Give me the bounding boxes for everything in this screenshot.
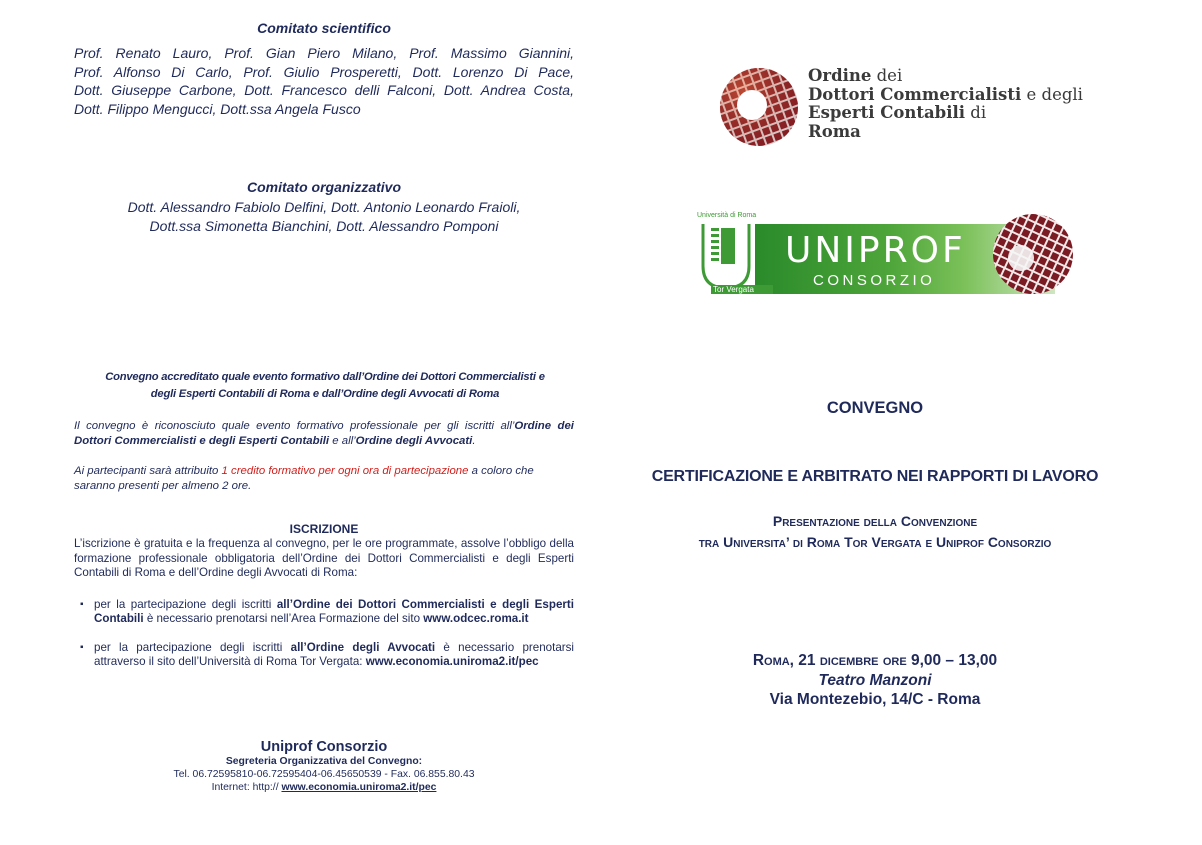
- odcec-line: [808, 123, 1108, 142]
- tor-vergata-u-icon: [699, 222, 753, 292]
- presentazione-line: tra Universita’ di Roma Tor Vergata e Uniprof Consorzio: [698, 534, 1052, 550]
- uniprof-name: UNIPROF: [785, 230, 966, 271]
- odcec-line: [808, 67, 1108, 86]
- tor-vergata-top-text: Università di Roma: [697, 212, 757, 219]
- comitato-organizzativo-title: Comitato organizzativo: [246, 179, 401, 195]
- odcec-line: [808, 86, 1108, 105]
- uniprof-logo: [697, 212, 1077, 296]
- comitato-scientifico-line: Dott. Giuseppe Carbone, Dott. Francesco delli Falconi, Dott. Andrea Costa,: [74, 82, 574, 98]
- uniprof-globe-icon: [991, 212, 1075, 296]
- footer-org: Uniprof Consorzio: [260, 739, 388, 755]
- riconoscimento-text: Il convegno è riconosciuto quale evento formativo professionale per gli iscritti all’: [74, 420, 515, 432]
- bullet-bold: all’Ordine dei Dottori Commercialisti e degli Esperti Contabili: [94, 598, 574, 626]
- comitato-scientifico-title: Comitato scientifico: [257, 20, 391, 36]
- bullet-bold: all’Ordine degli Avvocati: [290, 640, 436, 654]
- footer-internet-link[interactable]: www.economia.uniroma2.it/pec: [281, 782, 437, 793]
- footer-tel: Tel. 06.72595810-06.72595404-06.45650539 - Fax. 06.855.80.43: [173, 769, 475, 780]
- comitato-scientifico-line: Prof. Renato Lauro, Prof. Gian Piero Milano, Prof. Massimo Giannini,: [74, 45, 574, 61]
- odcec-site-link[interactable]: www.odcec.roma.it: [423, 612, 529, 626]
- presentazione-line: Presentazione della Convenzione: [772, 513, 978, 529]
- crediti-paragraph: [74, 464, 574, 493]
- comitato-organizzativo-line: Dott.ssa Simonetta Bianchini, Dott. Alessandro Pomponi: [149, 217, 499, 234]
- iscrizione-title: ISCRIZIONE: [289, 522, 359, 536]
- crediti-text: a coloro che saranno presenti per almeno 2 ore.: [74, 465, 534, 492]
- bullet-text: per la partecipazione degli iscritti: [94, 640, 291, 654]
- iscrizione-bullet-avvocati: [74, 641, 574, 670]
- riconoscimento-text: .: [472, 434, 476, 447]
- uniroma2-site-link[interactable]: www.economia.uniroma2.it/pec: [365, 655, 539, 669]
- crediti-text: Ai partecipanti sarà attribuito: [74, 465, 222, 477]
- iscrizione-list: [74, 598, 574, 684]
- convegno-title: CERTIFICAZIONE E ARBITRATO NEI RAPPORTI DI LAVORO: [651, 468, 1099, 485]
- event-details: [620, 651, 1130, 710]
- bullet-text: per la partecipazione degli iscritti: [94, 598, 277, 611]
- comitato-scientifico-line: Prof. Alfonso Di Carlo, Prof. Giulio Prosperetti, Dott. Lorenzo Di Pace,: [74, 63, 574, 80]
- riconoscimento-paragraph: [74, 419, 574, 448]
- tor-vergata-emblem: [697, 212, 757, 296]
- bullet-text: è necessario prenotarsi nell’Area Formazione del sito: [143, 612, 424, 626]
- tor-vergata-bottom-text: Tor Vergata: [711, 285, 773, 294]
- accreditamento-line: degli Esperti Contabili di Roma e dall’Ordine degli Avvocati di Roma: [150, 388, 500, 400]
- footer-internet-label: Internet: http://: [211, 782, 279, 793]
- odcec-word: Ordine: [808, 66, 872, 85]
- convegno-label: CONVEGNO: [826, 399, 924, 417]
- event-venue: Teatro Manzoni: [818, 671, 932, 689]
- odcec-word: di: [965, 103, 987, 123]
- accreditamento-note: [60, 369, 590, 403]
- accreditamento-line: Convegno accreditato quale evento formativo dall’Ordine dei Dottori Commercialisti e: [105, 371, 545, 383]
- footer-contacts: [74, 739, 574, 794]
- odcec-word: Roma: [808, 121, 861, 141]
- comitato-organizzativo-list: [74, 198, 574, 235]
- odcec-word: Dottori Commercialisti: [808, 84, 1022, 104]
- uniprof-sub: CONSORZIO: [813, 272, 936, 289]
- riconoscimento-odcec: Ordine dei Dottori Commercialisti e degli Esperti Contabili: [74, 420, 574, 447]
- footer-internet: [74, 781, 574, 794]
- comitato-organizzativo-line: Dott. Alessandro Fabiolo Delfini, Dott. Antonio Leonardo Fraioli,: [127, 199, 521, 215]
- crediti-highlight: 1 credito formativo per ogni ora di partecipazione: [221, 465, 469, 477]
- event-date: Roma, 21 dicembre ore 9,00 – 13,00: [752, 652, 998, 669]
- event-address: Via Montezebio, 14/C - Roma: [769, 691, 981, 708]
- footer-segreteria: Segreteria Organizzativa del Convegno:: [225, 756, 423, 767]
- odcec-word: Esperti Contabili: [808, 103, 966, 123]
- odcec-line: [808, 104, 1108, 123]
- iscrizione-body: L’iscrizione è gratuita e la frequenza al convegno, per le ore programmate, assolve l’obbligo della formazione professionale obbligatoria dell’Ordine dei Dottori Commercialisti e degli Esperti Contabili di Roma e dell’Ordine degli Avvocati di Roma:: [74, 537, 574, 579]
- odcec-word: dei: [871, 66, 903, 85]
- presentazione-block: [620, 511, 1130, 553]
- comitato-scientifico-list: [74, 44, 574, 118]
- bullet-text: è necessario prenotarsi attraverso il sito dell’Università di Roma Tor Vergata:: [94, 640, 575, 669]
- iscrizione-bullet-odcec: [74, 598, 574, 627]
- odcec-logo-text: [808, 67, 1108, 141]
- riconoscimento-text: e all’: [329, 434, 356, 447]
- odcec-globe-logo: [719, 67, 799, 147]
- comitato-scientifico-line: Dott. Filippo Mengucci, Dott.ssa Angela Fusco: [74, 100, 361, 117]
- riconoscimento-avvocati: Ordine degli Avvocati: [355, 434, 473, 447]
- odcec-word: e degli: [1021, 84, 1083, 104]
